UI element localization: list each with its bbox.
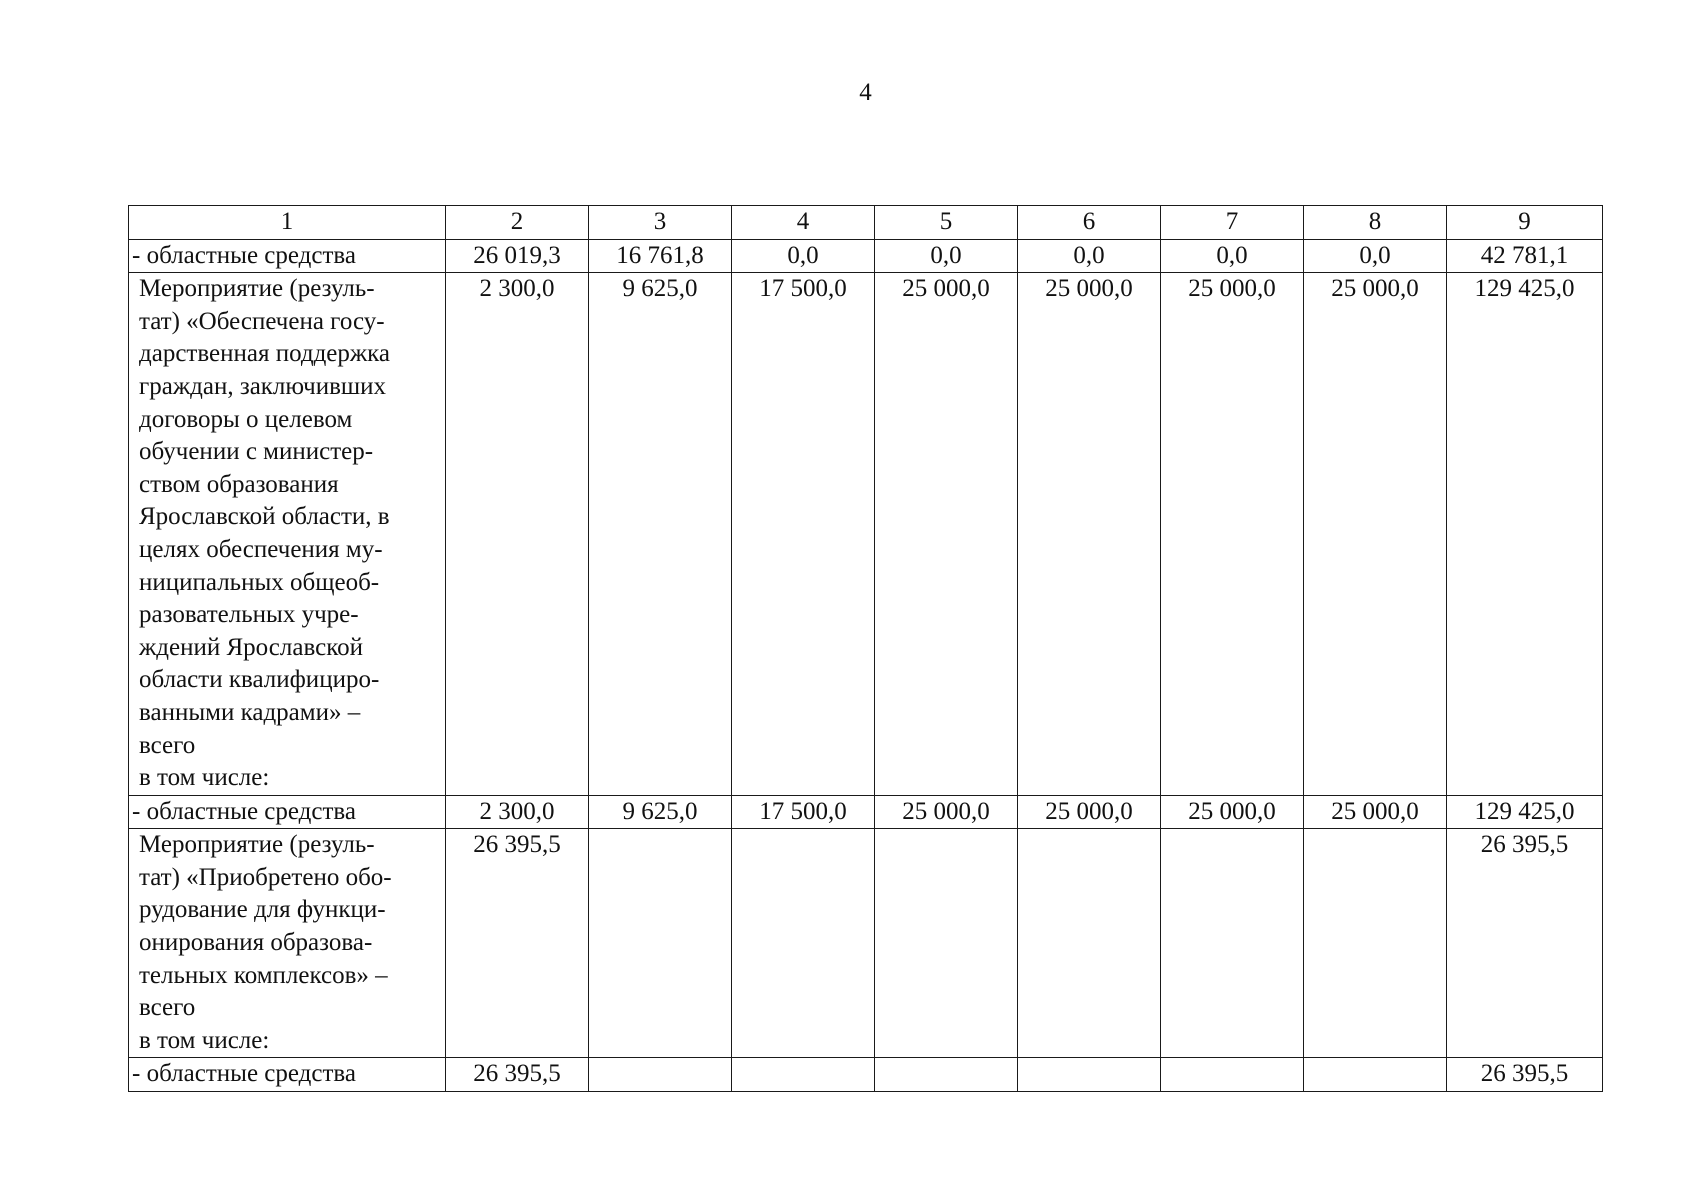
page-number: 4 [859,79,872,106]
year-value-cell: 0,0 [875,239,1018,273]
label-line: Мероприятие (резуль- [139,275,375,303]
year-value-cell: 0,0 [1018,239,1161,273]
year-value-cell: 25 000,0 [1161,795,1304,829]
label-line: дарственная поддержка [139,340,391,368]
label-line: всего [139,731,196,759]
year-value-cell [1018,1058,1161,1092]
column-number-cell: 1 [129,206,446,240]
year-value-cell: 26 019,3 [446,239,589,273]
total-value-cell: 42 781,1 [1447,239,1603,273]
year-value-cell: 16 761,8 [589,239,732,273]
year-value-cell [732,829,875,1058]
year-value-cell: 2 300,0 [446,795,589,829]
label-line: в том числе: [139,1026,270,1054]
total-value-cell: 26 395,5 [1447,1058,1603,1092]
label-line: всего [139,994,196,1022]
funding-source-label [129,239,446,273]
year-value-cell: 9 625,0 [589,795,732,829]
budget-table [128,205,1603,1092]
total-value-cell: 129 425,0 [1447,795,1603,829]
label-line: рудование для функци- [139,896,386,924]
label-line: в том числе: [139,764,270,792]
label-line: разовательных учре- [139,601,359,629]
total-value-cell: 26 395,5 [1447,829,1603,1058]
year-value-cell: 17 500,0 [732,795,875,829]
year-value-cell: 26 395,5 [446,829,589,1058]
funding-source-row [129,795,1603,829]
funding-source-row [129,239,1603,273]
label-line: - областные средства [132,797,356,825]
year-value-cell: 25 000,0 [875,795,1018,829]
year-value-cell [1304,1058,1447,1092]
measure-description [129,273,446,796]
year-value-cell: 25 000,0 [875,273,1018,796]
column-number-row [129,206,1603,240]
column-number-cell: 4 [732,206,875,240]
funding-source-row [129,1058,1603,1092]
label-line: обучении с министер- [139,438,374,466]
year-value-cell [1161,1058,1304,1092]
label-line: договоры о целевом [139,405,353,433]
label-line: области квалифициро- [139,666,380,694]
year-value-cell: 0,0 [1161,239,1304,273]
year-value-cell: 25 000,0 [1304,795,1447,829]
label-line: - областные средства [132,241,356,269]
label-line: тельных комплексов» – [139,961,388,989]
year-value-cell [1161,829,1304,1058]
year-value-cell [875,829,1018,1058]
column-number-cell: 5 [875,206,1018,240]
year-value-cell: 25 000,0 [1161,273,1304,796]
label-line: тат) «Приобретено обо- [139,863,392,891]
year-value-cell: 17 500,0 [732,273,875,796]
label-line: - областные средства [132,1060,356,1088]
column-number-cell: 9 [1447,206,1603,240]
label-line: граждан, заключивших [139,372,387,400]
funding-source-label [129,1058,446,1092]
label-line: тат) «Обеспечена госу- [139,307,385,335]
year-value-cell [1018,829,1161,1058]
label-line: ждений Ярославской [139,633,363,661]
column-number-cell: 8 [1304,206,1447,240]
label-line: Мероприятие (резуль- [139,831,375,859]
year-value-cell: 25 000,0 [1018,273,1161,796]
measure-row [129,273,1603,796]
column-number-cell: 2 [446,206,589,240]
year-value-cell [589,1058,732,1092]
measure-row [129,829,1603,1058]
table-body [129,206,1603,1092]
year-value-cell: 25 000,0 [1018,795,1161,829]
year-value-cell [1304,829,1447,1058]
label-line: целях обеспечения му- [139,535,383,563]
year-value-cell: 0,0 [1304,239,1447,273]
label-line: ниципальных общеоб- [139,568,380,596]
label-line: ством образования [139,470,339,498]
year-value-cell: 25 000,0 [1304,273,1447,796]
year-value-cell: 9 625,0 [589,273,732,796]
year-value-cell [589,829,732,1058]
label-line: онирования образова- [139,929,373,957]
label-line: Ярославской области, в [139,503,390,531]
year-value-cell [875,1058,1018,1092]
column-number-cell: 3 [589,206,732,240]
label-line: ванными кадрами» – [139,698,361,726]
year-value-cell: 0,0 [732,239,875,273]
year-value-cell: 2 300,0 [446,273,589,796]
year-value-cell [732,1058,875,1092]
measure-description [129,829,446,1058]
column-number-cell: 7 [1161,206,1304,240]
total-value-cell: 129 425,0 [1447,273,1603,796]
year-value-cell: 26 395,5 [446,1058,589,1092]
funding-source-label [129,795,446,829]
column-number-cell: 6 [1018,206,1161,240]
